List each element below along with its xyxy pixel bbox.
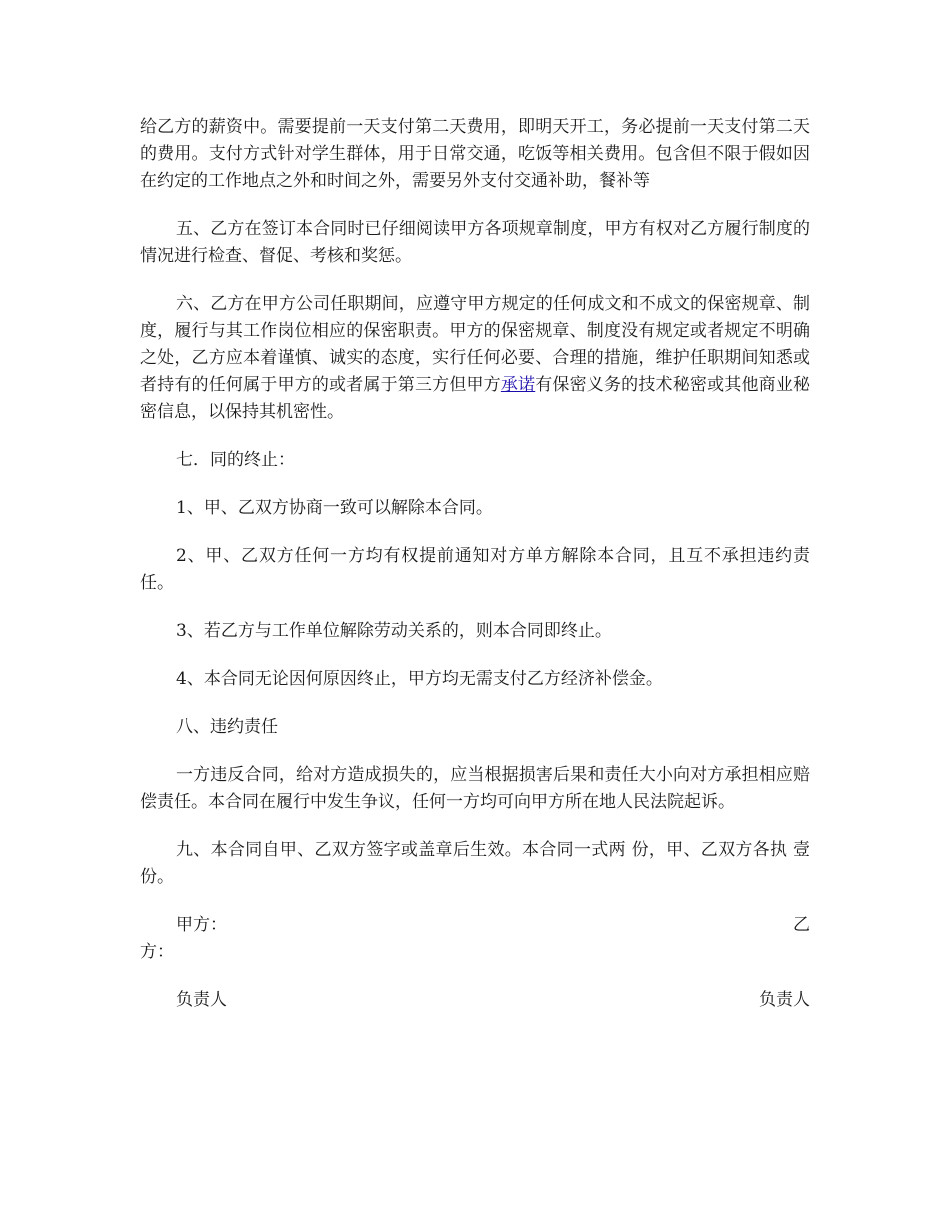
clause-7-item-4: 4、本合同无论因何原因终止，甲方均无需支付乙方经济补偿金。 <box>176 669 663 689</box>
section-8-heading: 八、违约责任 <box>176 717 278 737</box>
party-b-responsible-person: 负责人 <box>759 990 810 1010</box>
section-7-heading: 七．同的终止： <box>176 450 295 470</box>
clause-7-item-3: 3、若乙方与工作单位解除劳动关系的，则本合同即终止。 <box>176 621 612 641</box>
paragraph-clause-9: 九、本合同自甲、乙双方签字或盖章后生效。本合同一式两 份，甲、乙双方各执 壹 份。 <box>140 840 810 887</box>
clause-7-item-1: 1、甲、乙双方协商一致可以解除本合同。 <box>176 498 493 518</box>
signature-party-row <box>140 912 810 966</box>
paragraph-clause-5: 五、乙方在签订本合同时已仔细阅读甲方各项规章制度，甲方有权对乙方履行制度的情况进行检查、督促、考核和奖惩。 <box>140 219 810 266</box>
paragraph-clause-6 <box>140 291 810 426</box>
paragraph-payment-terms: 给乙方的薪资中。需要提前一天支付第二天费用，即明天开工，务必提前一天支付第二天的费用。支付方式针对学生群体，用于日常交通，吃饭等相关费用。包含但不限于假如因在约定的工作地点之外和时间之外，需要另外支付交通补助，餐补等 <box>140 117 810 191</box>
party-a-label: 甲方： <box>176 915 227 935</box>
clause-6-text-after: 有保密义务的技术秘密或其他商业秘密信息，以保持其机密性。 <box>140 375 811 422</box>
party-b-label-start: 乙 <box>793 915 810 935</box>
signature-person-row <box>140 987 810 1014</box>
clause-7-item-2: 2、甲、乙双方任何一方均有权提前通知对方单方解除本合同，且互不承担违约责任。 <box>140 546 810 593</box>
promise-link[interactable]: 承诺 <box>500 375 536 395</box>
section-8-body: 一方违反合同，给对方造成损失的，应当根据损害后果和责任大小向对方承担相应赔偿责任。本合同在履行中发生争议，任何一方均可向甲方所在地人民法院起诉。 <box>140 765 810 812</box>
clause-6-text-before: 六、乙方在甲方公司任职期间，应遵守甲方规定的任何成文和不成文的保密规章、制度，履行与其工作岗位相应的保密职责。甲方的保密规章、制度没有规定或者规定不明确之处，乙方应本着谨慎、诚实的态度，实行任何必要、合理的措施，维护任职期间知悉或者持有的任何属于甲方的或者属于第三方但甲方 <box>140 294 810 395</box>
party-b-label-end: 方： <box>140 942 174 962</box>
contract-page <box>140 114 810 1035</box>
party-a-responsible-person: 负责人 <box>176 990 227 1010</box>
